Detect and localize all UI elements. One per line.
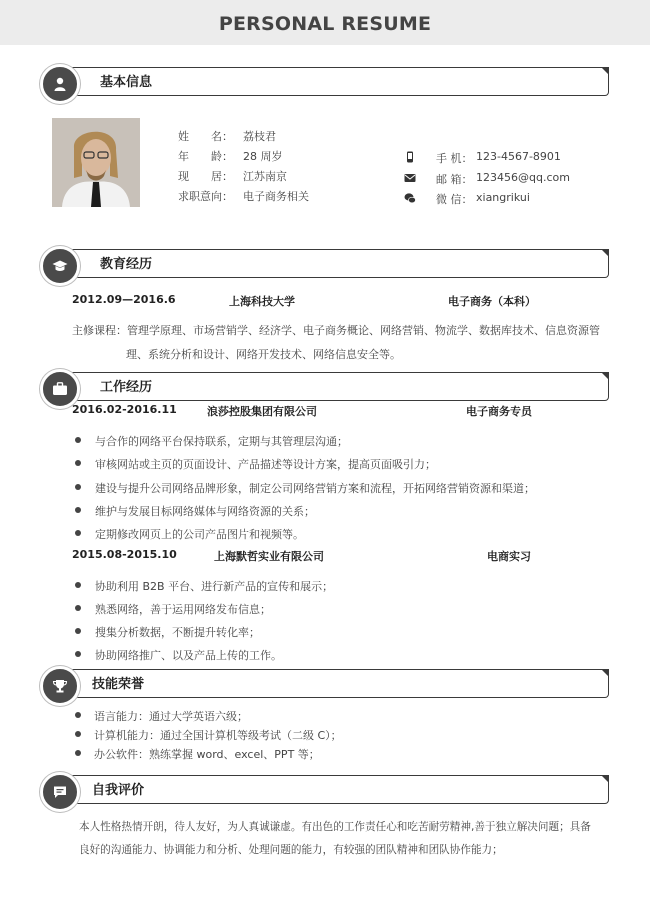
self-evaluation-line1: 本人性格热情开朗，待人友好，为人真诚谦虚。有出色的工作责任心和吃苦耐劳精神,善于独立解决问题；具备: [79, 821, 591, 833]
graduation-cap-icon: [40, 246, 80, 286]
education-school: 上海科技大学: [229, 295, 295, 308]
wechat-value: xiangrikui: [476, 191, 530, 204]
list-item: 维护与发展目标网络媒体与网络资源的关系；: [95, 505, 315, 518]
intent-value: 电子商务相关: [243, 190, 309, 203]
age-value: 28 周岁: [243, 150, 283, 163]
wechat-icon: [404, 192, 416, 204]
section-title: 技能荣誉: [92, 677, 145, 692]
chat-bubble-icon: [40, 772, 80, 812]
list-item: 协助网络推广、以及产品上传的工作。: [95, 649, 282, 662]
bullet: [75, 731, 81, 737]
education-major: 电子商务（本科）: [448, 295, 536, 308]
work-period: 2015.08-2015.10: [72, 548, 177, 561]
profile-photo: [52, 118, 140, 207]
list-item: 建设与提升公司网络品牌形象，制定公司网络营销方案和流程，开拓网络营销资源和渠道；: [95, 482, 535, 495]
list-item: 定期修改网页上的公司产品图片和视频等。: [95, 528, 304, 541]
education-courses-line2: 理、系统分析和设计、网络开发技术、网络信息安全等。: [126, 348, 401, 361]
bullet: [75, 750, 81, 756]
bullet: [75, 484, 81, 490]
education-period: 2012.09—2016.6: [72, 293, 176, 306]
name-value: 荔枝君: [243, 130, 276, 143]
section-work: [40, 370, 612, 404]
self-evaluation-line2: 良好的沟通能力、协调能力和分析、处理问题的能力，有较强的团队精神和团队协作能力；: [79, 844, 503, 856]
bullet: [75, 712, 81, 718]
page-title: PERSONAL RESUME: [218, 13, 432, 35]
work-company: 浪莎控股集团有限公司: [207, 405, 317, 418]
list-item: 协助利用 B2B 平台、进行新产品的宣传和展示；: [95, 580, 334, 593]
age-label: 年 龄：: [178, 150, 233, 163]
bullet: [75, 582, 81, 588]
section-title: 工作经历: [100, 380, 153, 395]
list-item: 熟悉网络，善于运用网络发布信息；: [95, 603, 271, 616]
list-item: 搜集分析数据，不断提升转化率；: [95, 626, 260, 639]
location-value: 江苏南京: [243, 170, 287, 183]
bullet: [75, 651, 81, 657]
bullet: [75, 530, 81, 536]
section-education: [40, 247, 612, 281]
bullet: [75, 437, 81, 443]
location-label: 现 居：: [178, 170, 233, 183]
intent-label: 求职意向：: [178, 190, 233, 203]
work-role: 电商实习: [487, 550, 531, 563]
name-label: 姓 名：: [178, 130, 233, 143]
email-value: 123456@qq.com: [476, 171, 570, 184]
phone-value: 123-4567-8901: [476, 150, 561, 163]
section-basic-info: [40, 65, 612, 99]
work-role: 电子商务专员: [466, 405, 532, 418]
wechat-label: 微 信：: [436, 193, 473, 206]
envelope-icon: [404, 172, 416, 184]
bullet: [75, 628, 81, 634]
bullet: [75, 460, 81, 466]
work-company: 上海默哲实业有限公司: [214, 550, 324, 563]
trophy-icon: [40, 666, 80, 706]
bullet: [75, 507, 81, 513]
phone-label: 手 机：: [436, 152, 473, 165]
section-self-evaluation: [40, 773, 612, 807]
list-item: 语言能力：通过大学英语六级；: [94, 710, 248, 723]
list-item: 计算机能力：通过全国计算机等级考试（二级 C）；: [94, 729, 342, 742]
bullet: [75, 605, 81, 611]
work-period: 2016.02-2016.11: [72, 403, 177, 416]
user-icon: [40, 64, 80, 104]
phone-icon: [404, 151, 416, 163]
list-item: 审核网站或主页的页面设计、产品描述等设计方案，提高页面吸引力；: [95, 458, 436, 471]
section-title: 自我评价: [92, 783, 145, 798]
section-title: 教育经历: [100, 257, 153, 272]
section-skills: [40, 667, 612, 701]
education-courses-line1: 主修课程：管理学原理、市场营销学、经济学、电子商务概论、网络营销、物流学、数据库技术、信息资源管: [72, 324, 600, 337]
section-title: 基本信息: [100, 75, 153, 90]
email-label: 邮 箱：: [436, 173, 473, 186]
list-item: 办公软件：熟练掌握 word、excel、PPT 等；: [94, 748, 320, 761]
list-item: 与合作的网络平台保持联系，定期与其管理层沟通；: [95, 435, 348, 448]
